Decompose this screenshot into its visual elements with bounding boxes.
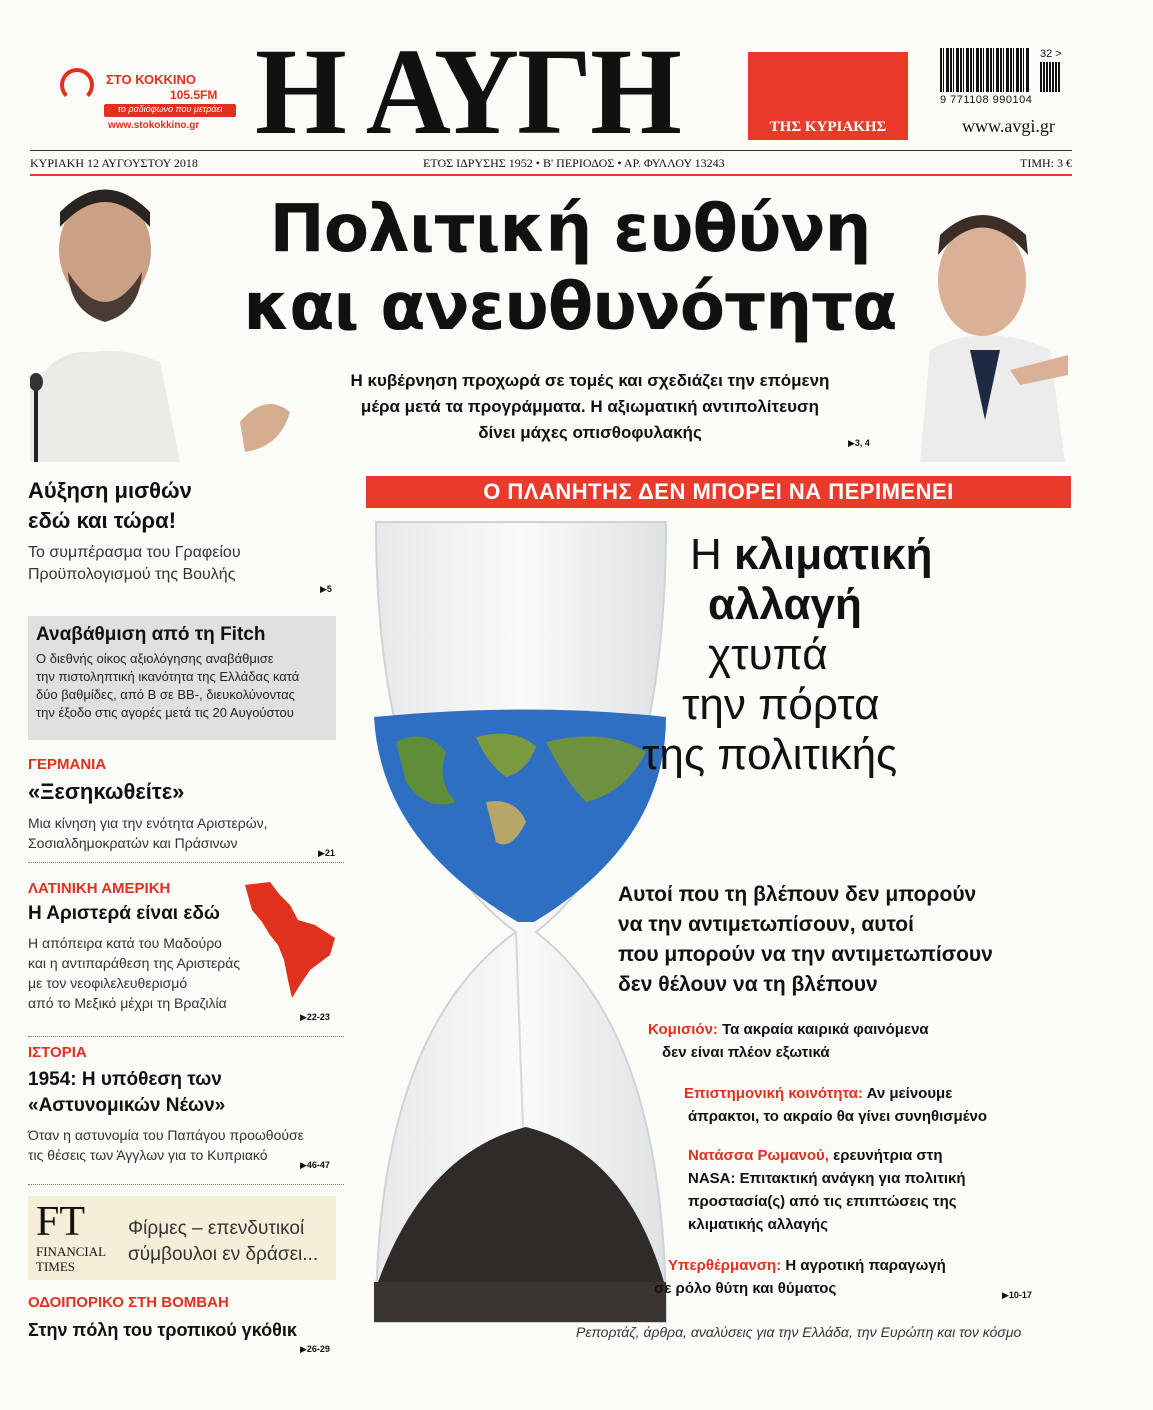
bullet-label: Επιστημονική κοινότητα: <box>684 1085 863 1102</box>
bullet-text: Αν μείνουμε <box>862 1085 953 1102</box>
website-link[interactable]: www.avgi.gr <box>962 116 1055 136</box>
page-reference: ▶46-47 <box>300 1160 330 1170</box>
climate-bullet <box>688 1144 966 1236</box>
wages-title: Αύξηση μισθών <box>28 478 192 503</box>
bullet-label: Νατάσσα Ρωμανού, <box>688 1147 829 1164</box>
ft-logo: FT <box>36 1199 86 1245</box>
mumbai-kicker: ΟΔΟΙΠΟΡΙΚΟ ΣΤΗ ΒΟΜΒΑΗ <box>28 1294 229 1311</box>
newspaper-title: Η ΑΥΓΗ <box>255 22 680 161</box>
history-story <box>28 1044 344 1165</box>
barcode-icon <box>940 48 1030 92</box>
climate-headline-pre: Η <box>690 530 722 579</box>
ft-name <box>36 1244 106 1274</box>
bullet-text: ερευνήτρια στη <box>828 1147 943 1164</box>
bullet-text: NASA: Επιτακτική ανάγκη για πολιτική <box>688 1170 966 1187</box>
issue-date: ΚΥΡΙΑΚΗ 12 ΑΥΓΟΥΣΤΟΥ 2018 <box>30 156 198 170</box>
history-kicker: ΙΣΤΟΡΙΑ <box>28 1044 87 1061</box>
barcode-addon-icon <box>1040 62 1060 92</box>
divider <box>28 1036 344 1037</box>
latam-kicker: ΛΑΤΙΝΙΚΗ ΑΜΕΡΙΚΗ <box>28 880 171 897</box>
ft-box <box>28 1196 336 1280</box>
climate-footer: Ρεπορτάζ, άρθρα, αναλύσεις για την Ελλάδα, την Ευρώπη και τον κόσμο <box>576 1324 1022 1340</box>
fitch-text: Ο διεθνής οίκος αξιολόγησης αναβάθμισε <box>36 651 274 666</box>
climate-headline-strong: κλιματική <box>734 530 933 579</box>
history-sub: τις θέσεις των Άγγλων για το Κυπριακό <box>28 1147 268 1163</box>
climate-deck-line: να την αντιμετωπίσουν, αυτοί <box>618 913 914 936</box>
main-headline-line: και ανευθυνότητα <box>243 268 897 345</box>
fitch-text: την πιστοληπτική ικανότητα της Ελλάδας κατά <box>36 669 300 684</box>
climate-bullet <box>648 1018 929 1064</box>
edition-label: ΤΗΣ ΚΥΡΙΑΚΗΣ <box>769 119 887 135</box>
radio-url: www.stokokkino.gr <box>108 120 200 131</box>
bullet-label: Υπερθέρμανση: <box>668 1257 782 1274</box>
wages-story <box>28 476 344 586</box>
wages-sub: Προϋπολογισμού της Βουλής <box>28 566 236 583</box>
bullet-label: Κομισιόν: <box>648 1021 718 1038</box>
ft-name-line: TIMES <box>36 1259 75 1274</box>
climate-headline-line <box>690 530 1070 580</box>
germany-story <box>28 756 344 853</box>
ft-text-line: σύμβουλοι εν δράσει... <box>128 1244 319 1265</box>
page-reference: ▶21 <box>318 848 335 858</box>
wages-sub: Το συμπέρασμα του Γραφείου <box>28 544 241 561</box>
climate-bullet <box>684 1082 987 1128</box>
bullet-text: προστασία(ς) από τις επιπτώσεις της <box>688 1193 957 1210</box>
history-sub: Όταν η αστυνομία του Παπάγου προωθούσε <box>28 1127 304 1143</box>
main-headline-line: Πολιτική ευθύνη <box>269 190 871 267</box>
mumbai-title: Στην πόλη του τροπικού γκόθικ <box>28 1320 297 1340</box>
bullet-text: Η αγροτική παραγωγή <box>781 1257 946 1274</box>
issue-price: ΤΙΜΗ: 3 € <box>1020 156 1072 170</box>
barcode-number: 9 771108 990104 <box>940 94 1033 106</box>
climate-headline-thin: της πολιτικής <box>642 730 898 779</box>
mumbai-story <box>28 1294 344 1343</box>
climate-banner: Ο ΠΛΑΝΗΤΗΣ ΔΕΝ ΜΠΟΡΕΙ ΝΑ ΠΕΡΙΜΕΝΕΙ <box>366 476 1071 508</box>
page-reference: ▶22-23 <box>300 1012 330 1022</box>
page-reference: ▶5 <box>320 584 332 594</box>
edition-badge <box>748 52 908 140</box>
page-reference: ▶3, 4 <box>848 438 870 448</box>
climate-headline <box>642 530 1070 780</box>
main-deck-line: δίνει μάχες οπισθοφυλακής <box>478 423 702 442</box>
main-deck-line: μέρα μετά τα προγράμματα. Η αξιωματική αντιπολίτευση <box>360 397 820 416</box>
ft-name-line: FINANCIAL <box>36 1244 107 1259</box>
main-deck-line: Η κυβέρνηση προχωρά σε τομές και σχεδιάζει την επόμενη <box>350 371 830 390</box>
germany-kicker: ΓΕΡΜΑΝΙΑ <box>28 756 107 773</box>
page-reference: ▶10-17 <box>1002 1290 1032 1300</box>
fitch-text: δύο βαθμίδες, από Β σε ΒΒ-, διευκολύνοντας <box>36 687 295 702</box>
fitch-text: την έξοδο στις αγορές μετά τις 20 Αυγούστου <box>36 705 294 720</box>
ft-text-line: Φίρμες – επενδυτικοί <box>128 1218 305 1239</box>
climate-deck <box>618 880 1058 1000</box>
latam-sub: με τον νεοφιλελευθερισμό <box>28 975 188 991</box>
climate-headline-strong: αλλαγή <box>708 580 862 629</box>
climate-bullet <box>654 1254 946 1300</box>
fitch-title: Αναβάθμιση από τη Fitch <box>36 624 266 645</box>
main-headline <box>225 190 915 346</box>
fitch-box <box>28 616 336 740</box>
latam-title: Η Αριστερά είναι εδώ <box>28 903 220 924</box>
bullet-text: σε ρόλο θύτη και θύματος <box>654 1280 837 1297</box>
politician-photo-right <box>900 200 1072 462</box>
germany-title: «Ξεσηκωθείτε» <box>28 779 185 804</box>
climate-deck-line: δεν θέλουν να τη βλέπουν <box>618 973 878 996</box>
climate-headline-thin: χτυπά <box>708 630 828 679</box>
ft-text <box>128 1216 318 1268</box>
divider <box>28 862 344 863</box>
main-deck <box>280 368 900 446</box>
issue-code: 32 > <box>1040 48 1062 60</box>
bullet-text: Τα ακραία καιρικά φαινόμενα <box>717 1021 929 1038</box>
latam-sub: από το Μεξικό μέχρι τη Βραζιλία <box>28 995 227 1011</box>
radio-name: ΣΤΟ ΚΟΚΚΙΝΟ <box>106 72 197 87</box>
climate-headline-thin: την πόρτα <box>682 680 880 729</box>
bullet-text: κλιματικής αλλαγής <box>688 1216 828 1233</box>
history-title: 1954: Η υπόθεση των <box>28 1069 222 1090</box>
bullet-text: άπρακτοι, το ακραίο θα γίνει συνηθισμένο <box>688 1108 987 1125</box>
headphones-icon <box>60 68 94 102</box>
issue-info: ΕΤΟΣ ΙΔΡΥΣΗΣ 1952 • Β' ΠΕΡΙΟΔΟΣ • ΑΡ. ΦΥΛΛΟΥ 13243 <box>423 156 725 170</box>
wages-title: εδώ και τώρα! <box>28 508 177 533</box>
radio-frequency: 105.5FM <box>170 88 218 102</box>
divider <box>28 1184 344 1185</box>
latam-sub: Η απόπειρα κατά του Μαδούρο <box>28 935 222 951</box>
latam-story <box>28 880 344 1013</box>
radio-logo <box>60 64 240 134</box>
history-title: «Αστυνομικών Νέων» <box>28 1095 226 1116</box>
page-reference: ▶26-29 <box>300 1344 330 1354</box>
bullet-text: δεν είναι πλέον εξωτικά <box>662 1044 830 1061</box>
germany-sub: Μια κίνηση για την ενότητα Αριστερών, <box>28 815 268 831</box>
climate-deck-line: Αυτοί που τη βλέπουν δεν μπορούν <box>618 883 977 906</box>
germany-sub: Σοσιαλδημοκρατών και Πράσινων <box>28 835 238 851</box>
climate-deck-line: που μπορούν να την αντιμετωπίσουν <box>618 943 993 966</box>
radio-slogan: το ραδιόφωνο που μετράει <box>104 104 236 117</box>
latam-sub: και η αντιπαράθεση της Αριστεράς <box>28 955 241 971</box>
dateline <box>30 150 1072 176</box>
